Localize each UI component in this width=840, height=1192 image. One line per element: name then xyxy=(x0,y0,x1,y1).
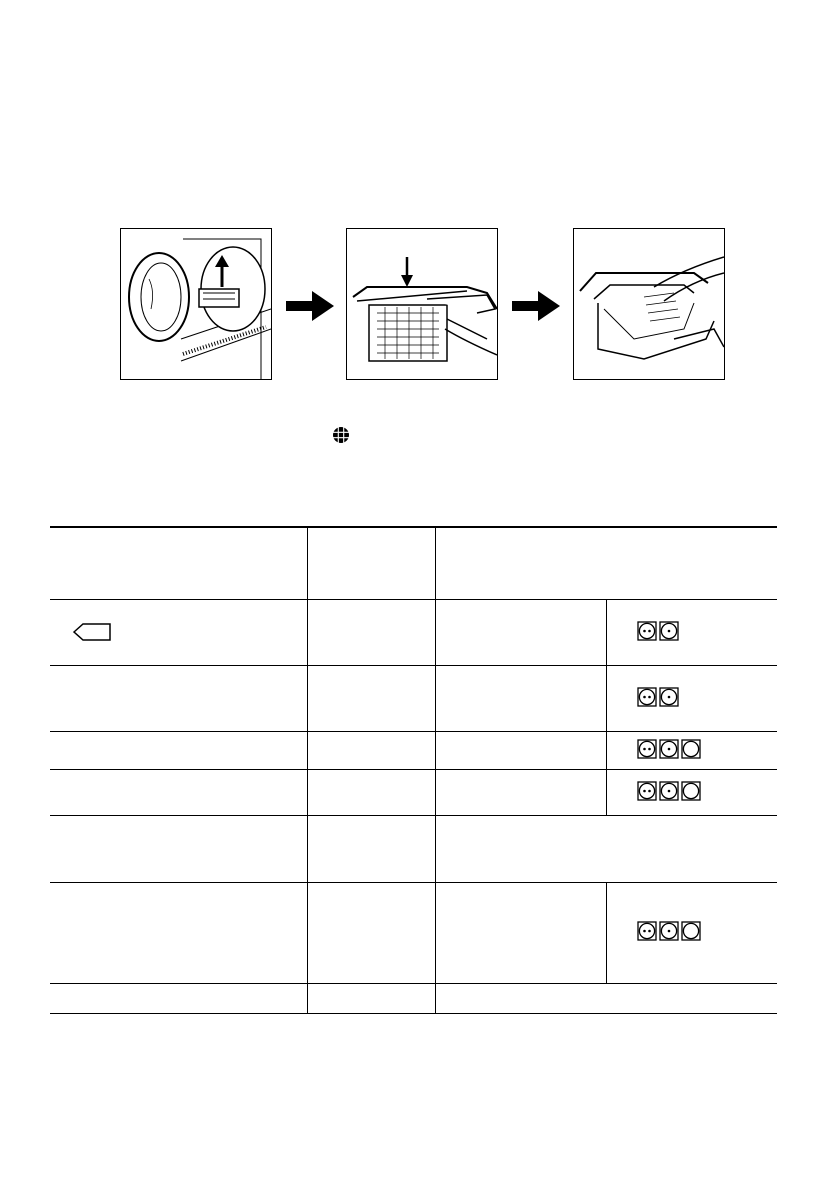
table-cell xyxy=(307,815,435,882)
symbols-cell xyxy=(606,769,777,815)
step-1-illustration xyxy=(120,228,272,380)
dry-symbol-2-dot-icon xyxy=(637,921,657,941)
table-cell xyxy=(50,665,307,731)
table-cell xyxy=(307,983,435,1013)
table-cell xyxy=(307,527,435,599)
dry-symbol-0-dot-icon xyxy=(681,921,701,941)
table-cell xyxy=(435,665,606,731)
table-row xyxy=(50,665,777,731)
table-cell xyxy=(435,882,606,983)
table-cell xyxy=(435,769,606,815)
symbols-cell xyxy=(606,665,777,731)
table-cell xyxy=(50,882,307,983)
symbols-cell xyxy=(606,599,777,665)
dry-symbol-0-dot-icon xyxy=(681,781,701,801)
step-3-illustration xyxy=(573,228,725,380)
symbols-cell xyxy=(606,882,777,983)
table-cell xyxy=(435,731,606,769)
table-header-row xyxy=(50,527,777,599)
dry-symbol-2-dot-icon xyxy=(637,621,657,641)
table-row xyxy=(50,769,777,815)
table-cell xyxy=(307,731,435,769)
step-2-illustration xyxy=(346,228,498,380)
illustration-row xyxy=(0,0,840,400)
dry-symbol-1-dot-icon xyxy=(659,739,679,759)
table-cell xyxy=(435,815,777,882)
right-arrow-icon xyxy=(512,291,560,321)
table-cell xyxy=(435,983,777,1013)
table-cell xyxy=(307,599,435,665)
table-row xyxy=(50,983,777,1013)
care-table xyxy=(50,526,777,1014)
table-cell xyxy=(307,665,435,731)
table-cell xyxy=(307,882,435,983)
dry-symbol-0-dot-icon xyxy=(681,739,701,759)
dry-symbol-1-dot-icon xyxy=(659,687,679,707)
table-cell xyxy=(50,527,307,599)
table-cell xyxy=(50,983,307,1013)
table-cell xyxy=(307,769,435,815)
table-row xyxy=(50,815,777,882)
right-arrow-icon xyxy=(286,291,334,321)
table-cell xyxy=(50,731,307,769)
dry-symbol-2-dot-icon xyxy=(637,739,657,759)
table-cell xyxy=(435,527,777,599)
table-cell xyxy=(50,769,307,815)
dry-symbol-2-dot-icon xyxy=(637,687,657,707)
table-row xyxy=(50,882,777,983)
dry-symbol-1-dot-icon xyxy=(659,621,679,641)
grid-globe-icon xyxy=(332,426,350,444)
table-cell xyxy=(50,599,307,665)
table-cell xyxy=(435,599,606,665)
table-cell xyxy=(50,815,307,882)
symbols-cell xyxy=(606,731,777,769)
label-tag-icon xyxy=(72,622,112,642)
dry-symbol-1-dot-icon xyxy=(659,921,679,941)
table-row xyxy=(50,599,777,665)
dry-symbol-2-dot-icon xyxy=(637,781,657,801)
table-row xyxy=(50,731,777,769)
dry-symbol-1-dot-icon xyxy=(659,781,679,801)
